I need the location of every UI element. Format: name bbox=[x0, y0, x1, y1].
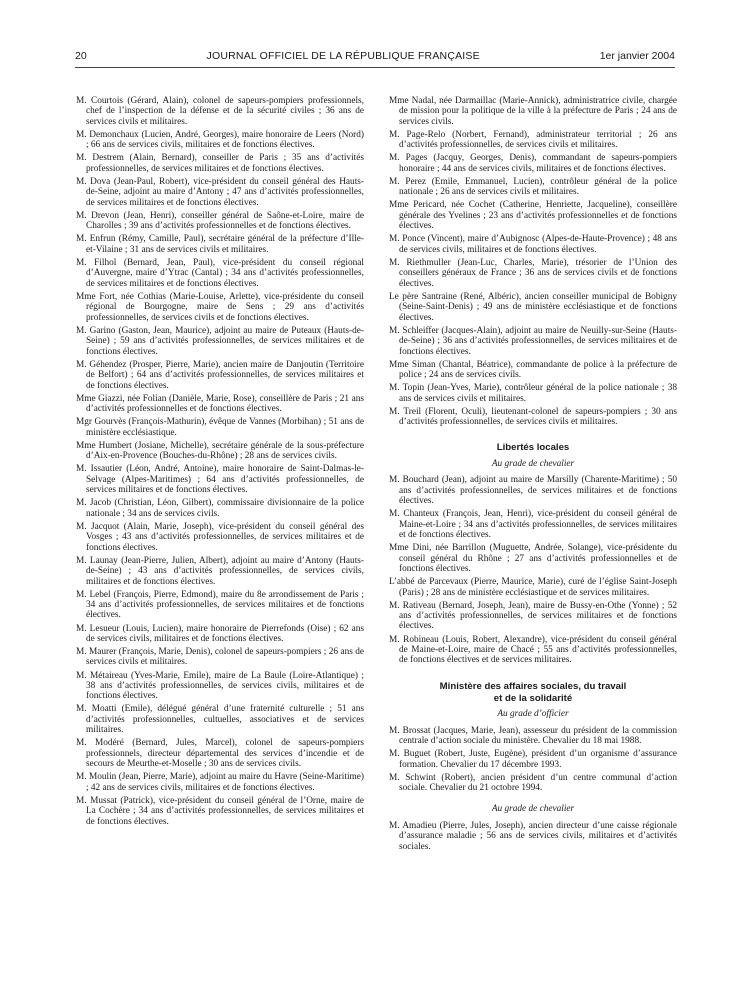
honoree-entry: M. Schwint (Robert), ancien président d’un centre communal d’action sociale. Chevalier du 21 octobre 1994. bbox=[389, 772, 677, 794]
honoree-entry: M. Riethmuller (Jean-Luc, Charles, Marie), trésorier de l’Union des conseillers généraux de France ; 36 ans de services civils et de fonctions électives. bbox=[389, 257, 677, 289]
honoree-entry: M. Bouchard (Jean), adjoint au maire de Marsilly (Charente-Maritime) ; 50 ans d’activités professionnelles, de services militaires et de fonctions électives. bbox=[389, 475, 677, 507]
grade-chevalier-heading-2: Au grade de chevalier bbox=[491, 804, 575, 815]
honoree-entry: M. Courtois (Gérard, Alain), colonel de sapeurs-pompiers professionnels, chef de l’inspection de la défense et de la sécurité civiles ; 36 ans de services civils et militaires. bbox=[76, 96, 364, 127]
honoree-entry: Mme Siman (Chantal, Béatrice), commandante de police à la préfecture de police ; 24 ans de services civils. bbox=[389, 359, 677, 381]
right-column bbox=[389, 96, 677, 855]
honoree-entry: M. Brossat (Jacques, Marie, Jean), assesseur du président de la commission centrale d’action sociale du ministère. Chevalier du 18 mai 1988. bbox=[389, 725, 677, 747]
honoree-entry: M. Dova (Jean-Paul, Robert), vice-président du conseil général des Hauts-de-Seine, adjoint au maire d’Antony ; 47 ans d’activités professionnelles, de services militaires et de fonctions électives. bbox=[76, 176, 364, 208]
honoree-entry: M. Moatti (Emile), délégué général d’une fraternité culturelle ; 51 ans d’activités professionnelles, cultuelles, associatives et de services militaires. bbox=[76, 704, 364, 736]
honoree-entry: Mgr Gourvès (François-Mathurin), évêque de Vannes (Morbihan) ; 51 ans de ministère ecclésiastique. bbox=[76, 417, 364, 438]
honoree-entry: Le père Santraine (René, Albéric), ancien conseiller municipal de Bobigny (Seine-Saint-Denis) ; 49 ans de ministère ecclésiastique et de fonctions électives. bbox=[389, 291, 677, 323]
honoree-entry: L’abbé de Parcevaux (Pierre, Maurice, Marie), curé de l’église Saint-Joseph (Paris) ; 28 ans de ministère ecclésiastique et de services militaires. bbox=[389, 577, 677, 598]
honoree-entry: M. Issautier (Léon, André, Antoine), maire honoraire de Saint-Dalmas-le-Selvage (Alpes-Maritimes) ; 64 ans d’activités professionnelles, de services militaires et de fonctions électives. bbox=[76, 464, 364, 496]
honoree-entry: M. Amadieu (Pierre, Jules, Joseph), ancien directeur d’une caisse régionale d’assurance maladie ; 56 ans de services civils, militaires et d’activités sociales. bbox=[389, 820, 677, 852]
section-title-affaires-sociales-line2: et de la solidarité bbox=[493, 692, 573, 704]
honoree-entry: Mme Nadal, née Darmaillac (Marie-Annick), administratrice civile, chargée de mission pour la politique de la ville à la préfecture de Paris ; 24 ans de services civils. bbox=[389, 96, 677, 127]
honoree-entry: M. Filhol (Bernard, Jean, Paul), vice-président du conseil régional d’Auvergne, maire d’Ytrac (Cantal) ; 34 ans d’activités professionnelles, de services militaires et de fonctions électives. bbox=[76, 257, 364, 289]
honoree-entry: Mme Fort, née Cothias (Marie-Louise, Arlette), vice-présidente du conseil régional de Bourgogne, maire de Sens ; 29 ans d’activités professionnelles, de services civils et de fonctions électives. bbox=[76, 291, 364, 323]
honoree-entry: M. Lesueur (Louis, Lucien), maire honoraire de Pierrefonds (Oise) ; 62 ans de services civils, militaires et de fonctions électives. bbox=[76, 623, 364, 644]
issue-date: 1er janvier 2004 bbox=[599, 50, 675, 62]
honoree-entry: M. Maurer (François, Marie, Denis), colonel de sapeurs-pompiers ; 26 ans de services civils et militaires. bbox=[76, 647, 364, 668]
honoree-entry: M. Lebel (François, Pierre, Edmond), maire du 8e arrondissement de Paris ; 34 ans d’activités professionnelles, de services militaires et de fonctions électives. bbox=[76, 589, 364, 621]
honoree-entry: M. Pages (Jacquy, Georges, Denis), commandant de sapeurs-pompiers honoraire ; 44 ans de services civils, militaires et de fonctions électives. bbox=[389, 153, 677, 174]
honoree-entry: M. Ponce (Vincent), maire d’Aubignosc (Alpes-de-Haute-Provence) ; 48 ans de services civils, militaires et de fonctions électives. bbox=[389, 234, 677, 255]
honoree-entry: M. Topin (Jean-Yves, Marie), contrôleur général de la police nationale ; 38 ans de services civils et militaires. bbox=[389, 383, 677, 404]
grade-chevalier-heading: Au grade de chevalier bbox=[491, 458, 575, 469]
honoree-entry: M. Launay (Jean-Pierre, Julien, Albert), adjoint au maire d’Antony (Hauts-de-Seine) ; 43 ans d’activités professionnelles, de services civils, militaires et de fonctions électives. bbox=[76, 555, 364, 587]
section-title-affaires-sociales-line1: Ministère des affaires sociales, du travail bbox=[439, 681, 627, 693]
left-column bbox=[76, 96, 364, 830]
honoree-entry: Mme Humbert (Josiane, Michelle), secrétaire générale de la sous-préfecture d’Aix-en-Provence (Bouches-du-Rhône) ; 28 ans de services civils. bbox=[76, 440, 364, 462]
honoree-entry: M. Enfrun (Rémy, Camille, Paul), secrétaire général de la préfecture d’Ille-et-Vilaine ; 31 ans de services civils et militaires. bbox=[76, 234, 364, 255]
honoree-entry: M. Robineau (Louis, Robert, Alexandre), vice-président du conseil général de Maine-et-Loire, maire de Chacé ; 55 ans d’activités professionnelles, de fonctions électives et de services militaires. bbox=[389, 634, 677, 666]
honoree-entry: M. Moulin (Jean, Pierre, Marie), adjoint au maire du Havre (Seine-Maritime) ; 42 ans de services civils, militaires et de fonctions électives. bbox=[76, 772, 364, 793]
honoree-entry: M. Métaireau (Yves-Marie, Emile), maire de La Baule (Loire-Atlantique) ; 38 ans d’activités professionnelles, de services civils, militaires et de fonctions électives. bbox=[76, 670, 364, 702]
header-rule bbox=[75, 67, 675, 68]
honoree-entry: M. Jacquot (Alain, Marie, Joseph), vice-président du conseil général des Vosges ; 43 ans d’activités professionnelles, de services militaires et de fonctions électives. bbox=[76, 521, 364, 553]
honoree-entry: M. Destrem (Alain, Bernard), conseiller de Paris ; 35 ans d’activités professionnelles, de services militaires et de fonctions électives. bbox=[76, 153, 364, 174]
right-entries-top bbox=[389, 96, 677, 428]
honoree-entry: M. Schleiffer (Jacques-Alain), adjoint au maire de Neuilly-sur-Seine (Hauts-de-Seine) ; 36 ans d’activités professionnelles, de services militaires et de fonctions électives. bbox=[389, 325, 677, 357]
libertes-locales-entries bbox=[389, 475, 677, 666]
honoree-entry: M. Rativeau (Bernard, Joseph, Jean), maire de Bussy-en-Othe (Yonne) ; 52 ans d’activités professionnelles, de services militaires et de fonctions électives. bbox=[389, 600, 677, 632]
grade-officier-heading: Au grade d’officier bbox=[497, 709, 569, 720]
honoree-entry: M. Drevon (Jean, Henri), conseiller général de Saône-et-Loire, maire de Charolles ; 39 ans d’activités professionnelles et de fonctions électives. bbox=[76, 210, 364, 232]
section-title-libertes-locales: Libertés locales bbox=[496, 442, 570, 454]
honoree-entry: M. Treil (Florent, Oculi), lieutenant-colonel de sapeurs-pompiers ; 30 ans d’activités professionnelles, de services civils et militaires. bbox=[389, 406, 677, 428]
honoree-entry: Mme Dini, née Barrillon (Muguette, Andrée, Solange), vice-présidente du conseil général du Rhône ; 27 ans d’activités professionnelles et de fonctions électives. bbox=[389, 543, 677, 575]
journal-title: JOURNAL OFFICIEL DE LA RÉPUBLIQUE FRANÇAISE bbox=[206, 50, 480, 62]
honoree-entry: M. Perez (Emile, Emmanuel, Lucien), contrôleur général de la police nationale ; 26 ans de services civils et militaires. bbox=[389, 176, 677, 198]
honoree-entry: M. Mussat (Patrick), vice-président du conseil général de l’Orne, maire de La Cochère ; 34 ans d’activités professionnelles, de services militaires et de fonctions électives. bbox=[76, 795, 364, 827]
honoree-entry: M. Demonchaux (Lucien, André, Georges), maire honoraire de Leers (Nord) ; 66 ans de services civils, militaires et de fonctions électives. bbox=[76, 129, 364, 151]
honoree-entry: M. Géhendez (Prosper, Pierre, Marie), ancien maire de Danjoutin (Territoire de Belfort) ; 64 ans d’activités professionnelles, de services militaires et de fonctions électives. bbox=[76, 359, 364, 391]
honoree-entry: M. Buguet (Robert, Juste, Eugène), président d’un organisme d’assurance formation. Chevalier du 17 décembre 1993. bbox=[389, 749, 677, 770]
officer-entries bbox=[389, 726, 677, 794]
honoree-entry: Mme Pericard, née Cochet (Catherine, Henriette, Jacqueline), conseillère générale des Yvelines ; 23 ans d’activités professionnelles et de fonctions électives. bbox=[389, 200, 677, 232]
honoree-entry: M. Page-Relo (Norbert, Fernand), administrateur territorial ; 26 ans d’activités professionnelles, de services civils et militaires. bbox=[389, 129, 677, 151]
honoree-entry: M. Chanteux (François, Jean, Henri), vice-président du conseil général de Maine-et-Loire ; 34 ans d’activités professionnelles, de services militaires et de fonctions électives. bbox=[389, 509, 677, 541]
chevalier-entries bbox=[389, 821, 677, 852]
honoree-entry: M. Jacob (Christian, Léon, Gilbert), commissaire divisionnaire de la police nationale ; 34 ans de services civils. bbox=[76, 498, 364, 519]
honoree-entry: Mme Giazzi, née Folian (Danièle, Marie, Rose), conseillère de Paris ; 21 ans d’activités professionnelles et de fonctions électives. bbox=[76, 393, 364, 415]
page-header bbox=[75, 50, 675, 66]
page-number: 20 bbox=[75, 50, 87, 62]
honoree-entry: M. Garino (Gaston, Jean, Maurice), adjoint au maire de Puteaux (Hauts-de-Seine) ; 59 ans d’activités professionnelles, de services militaires et de fonctions électives. bbox=[76, 325, 364, 357]
honoree-entry: M. Modéré (Bernard, Jules, Marcel), colonel de sapeurs-pompiers professionnels, directeur départemental des services d’incendie et de secours de Meurthe-et-Moselle ; 30 ans de services civils. bbox=[76, 738, 364, 770]
